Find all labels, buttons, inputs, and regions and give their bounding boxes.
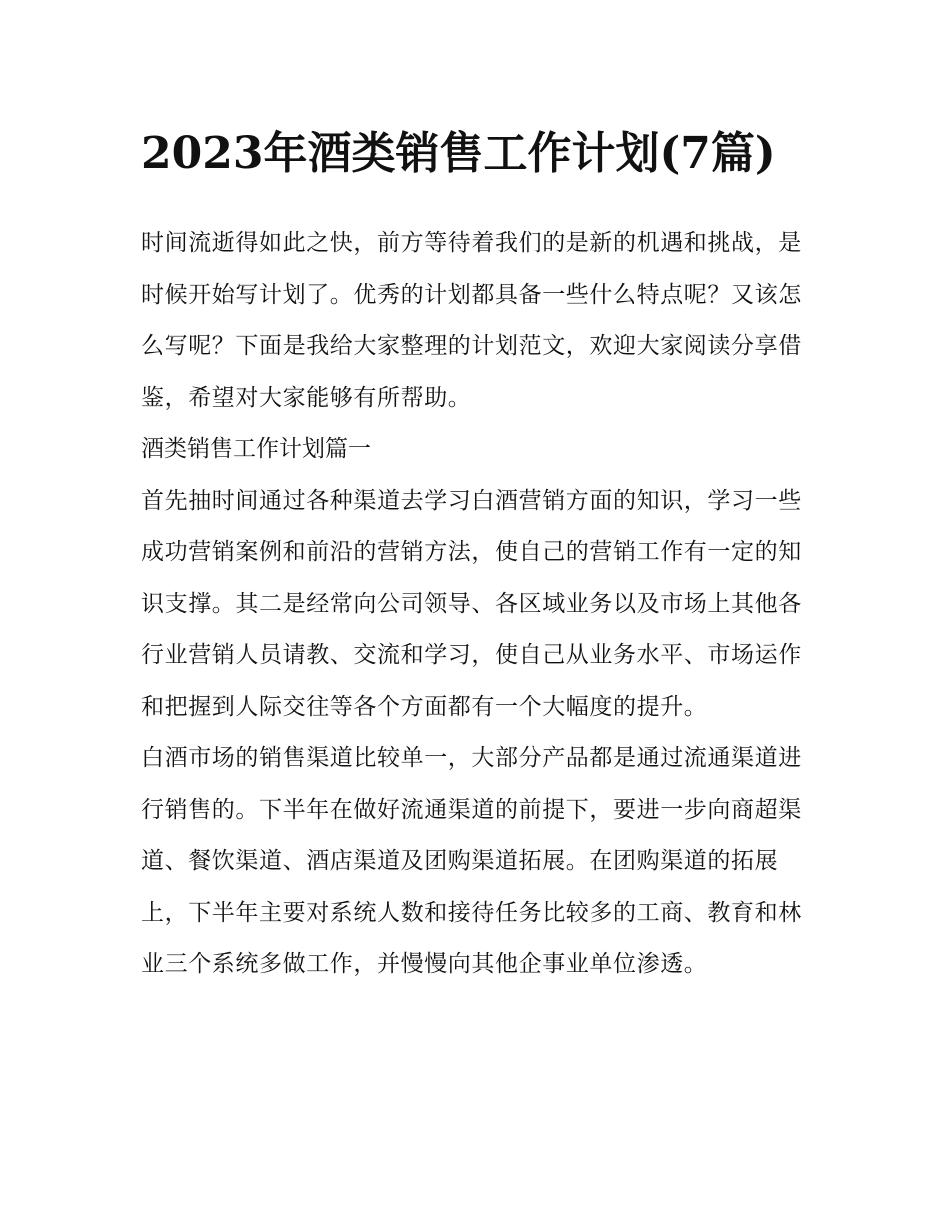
document-page — [141, 116, 813, 991]
body-paragraph-2: 白酒市场的销售渠道比较单一，大部分产品都是通过流通渠道进行销售的。下半年在做好流通渠道的前提下，要进一步向商超渠道、餐饮渠道、酒店渠道及团购渠道拓展。在团购渠道的拓展上，下半年主要对系统人数和接待任务比较多的工商、教育和林业三个系统多做工作，并慢慢向其他企事业单位渗透。 — [141, 745, 802, 977]
document-title: 2023年酒类销售工作计划(7篇) — [141, 128, 776, 179]
section-heading: 酒类销售工作计划篇一 — [141, 436, 371, 462]
intro-block — [141, 218, 813, 424]
body-paragraph-1: 首先抽时间通过各种渠道去学习白酒营销方面的知识，学习一些成功营销案例和前沿的营销方法，使自己的营销工作有一定的知识支撑。其二是经常向公司领导、各区域业务以及市场上其他各行业营销人员请教、交流和学习，使自己从业务水平、市场运作和把握到人际交往等各个方面都有一个大幅度的提升。 — [141, 487, 802, 720]
intro-paragraph: 时间流逝得如此之快，前方等待着我们的是新的机遇和挑战，是时候开始写计划了。优秀的计划都具备一些什么特点呢？又该怎么写呢？下面是我给大家整理的计划范文，欢迎大家阅读分享借鉴，希望对大家能够有所帮助。 — [141, 230, 802, 411]
